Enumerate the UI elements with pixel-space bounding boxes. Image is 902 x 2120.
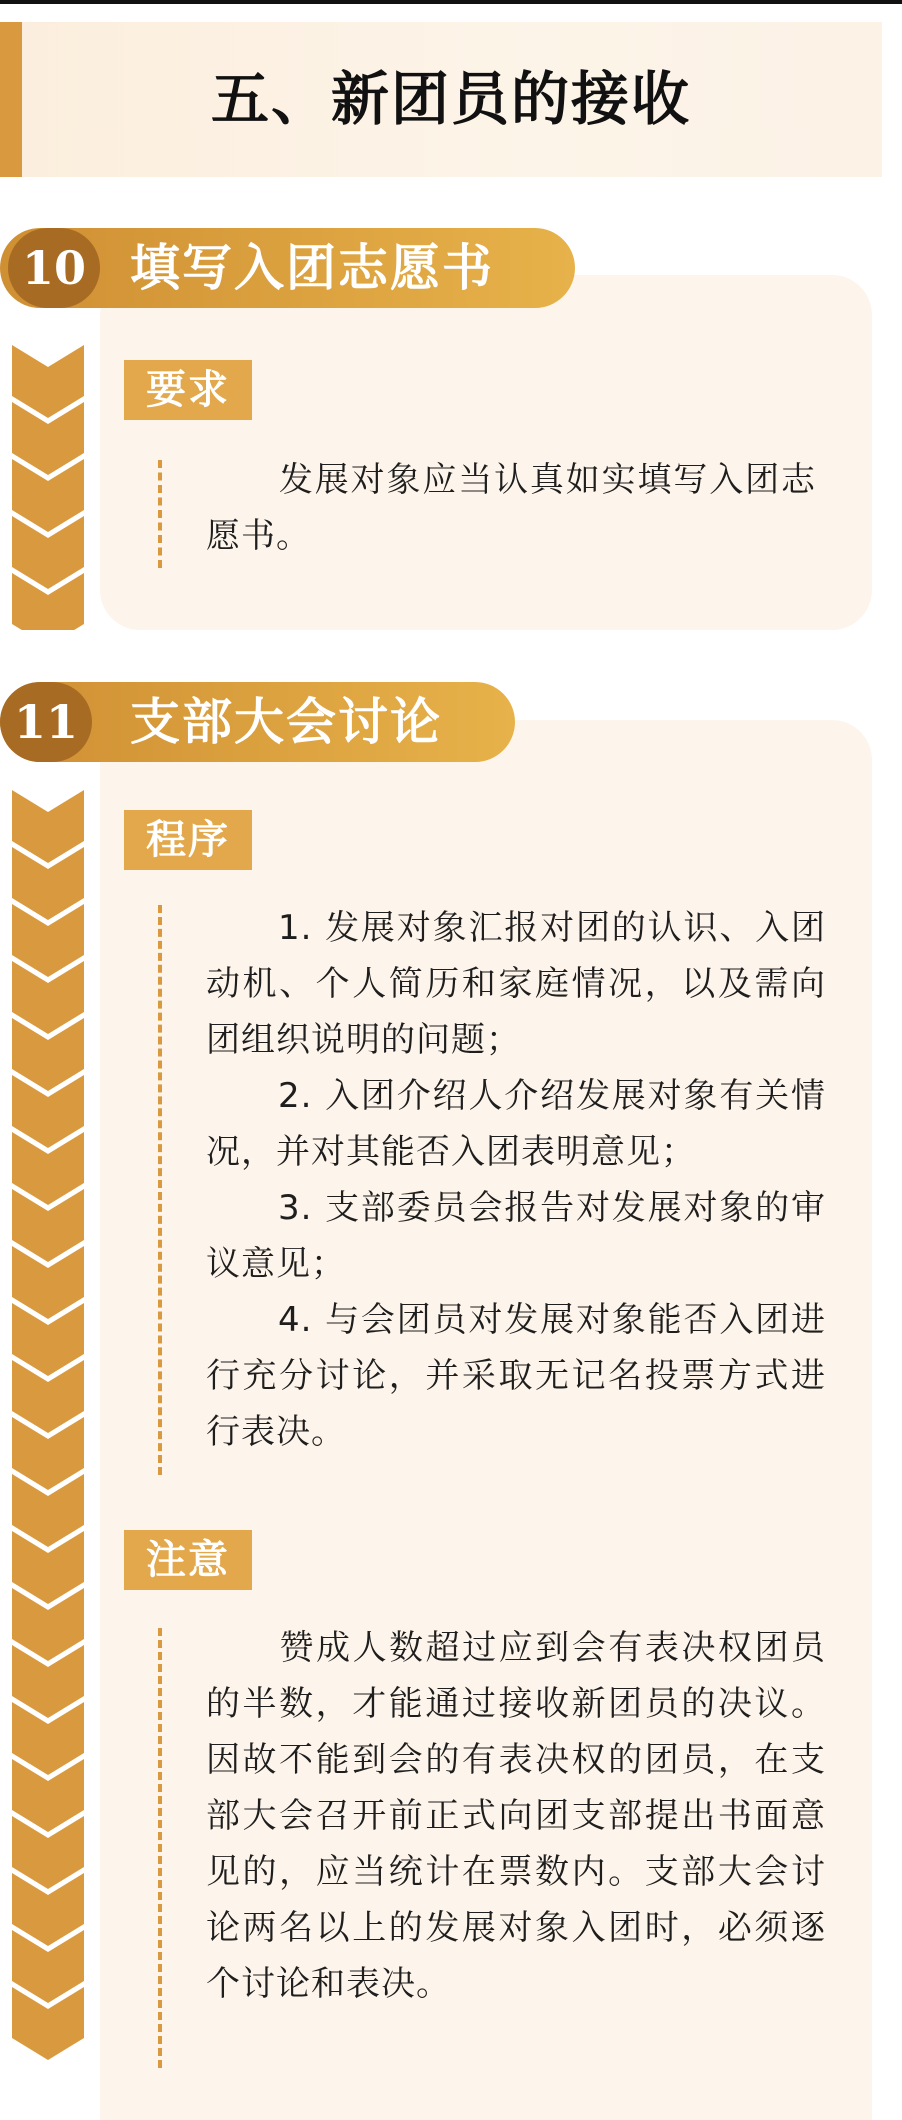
- requirement-text: 发展对象应当认真如实填写入团志愿书。: [206, 460, 816, 556]
- chevron-icon: [12, 790, 84, 863]
- procedure-item: 4. 与会团员对发展对象能否入团进行充分讨论，并采取无记名投票方式进行表决。: [206, 1300, 826, 1452]
- procedure-tag: 程序: [124, 810, 252, 870]
- step-10-number: 10: [8, 228, 100, 308]
- procedure-item: 2. 入团介绍人介绍发展对象有关情况，并对其能否入团表明意见；: [206, 1076, 826, 1172]
- chevron-strip-10: [12, 345, 84, 630]
- top-edge: [0, 0, 902, 4]
- page-title: 五、新团员的接收: [210, 65, 691, 133]
- note-tag: 注意: [124, 1530, 252, 1590]
- requirement-dash-line: [158, 460, 162, 568]
- procedure-dash-line: [158, 905, 162, 1475]
- procedure-list: [206, 900, 826, 1460]
- procedure-item: 3. 支部委员会报告对发展对象的审议意见；: [206, 1188, 826, 1284]
- note-dash-line: [158, 1628, 162, 2068]
- chevron-icon: [12, 345, 84, 418]
- procedure-item: 1. 发展对象汇报对团的认识、入团动机、个人简历和家庭情况，以及需向团组织说明的问题；: [206, 908, 826, 1060]
- step-11-title: 支部大会讨论: [130, 692, 442, 751]
- step-11-number: 11: [0, 682, 92, 762]
- chevron-strip-11: [12, 790, 84, 2090]
- requirement-tag: 要求: [124, 360, 252, 420]
- note-text: 赞成人数超过应到会有表决权团员的半数，才能通过接收新团员的决议。因故不能到会的有表决权的团员，在支部大会召开前正式向团支部提出书面意见的，应当统计在票数内。支部大会讨论两名以上的发展对象入团时，必须逐个讨论和表决。: [206, 1628, 826, 2004]
- step-10-title: 填写入团志愿书: [130, 238, 494, 297]
